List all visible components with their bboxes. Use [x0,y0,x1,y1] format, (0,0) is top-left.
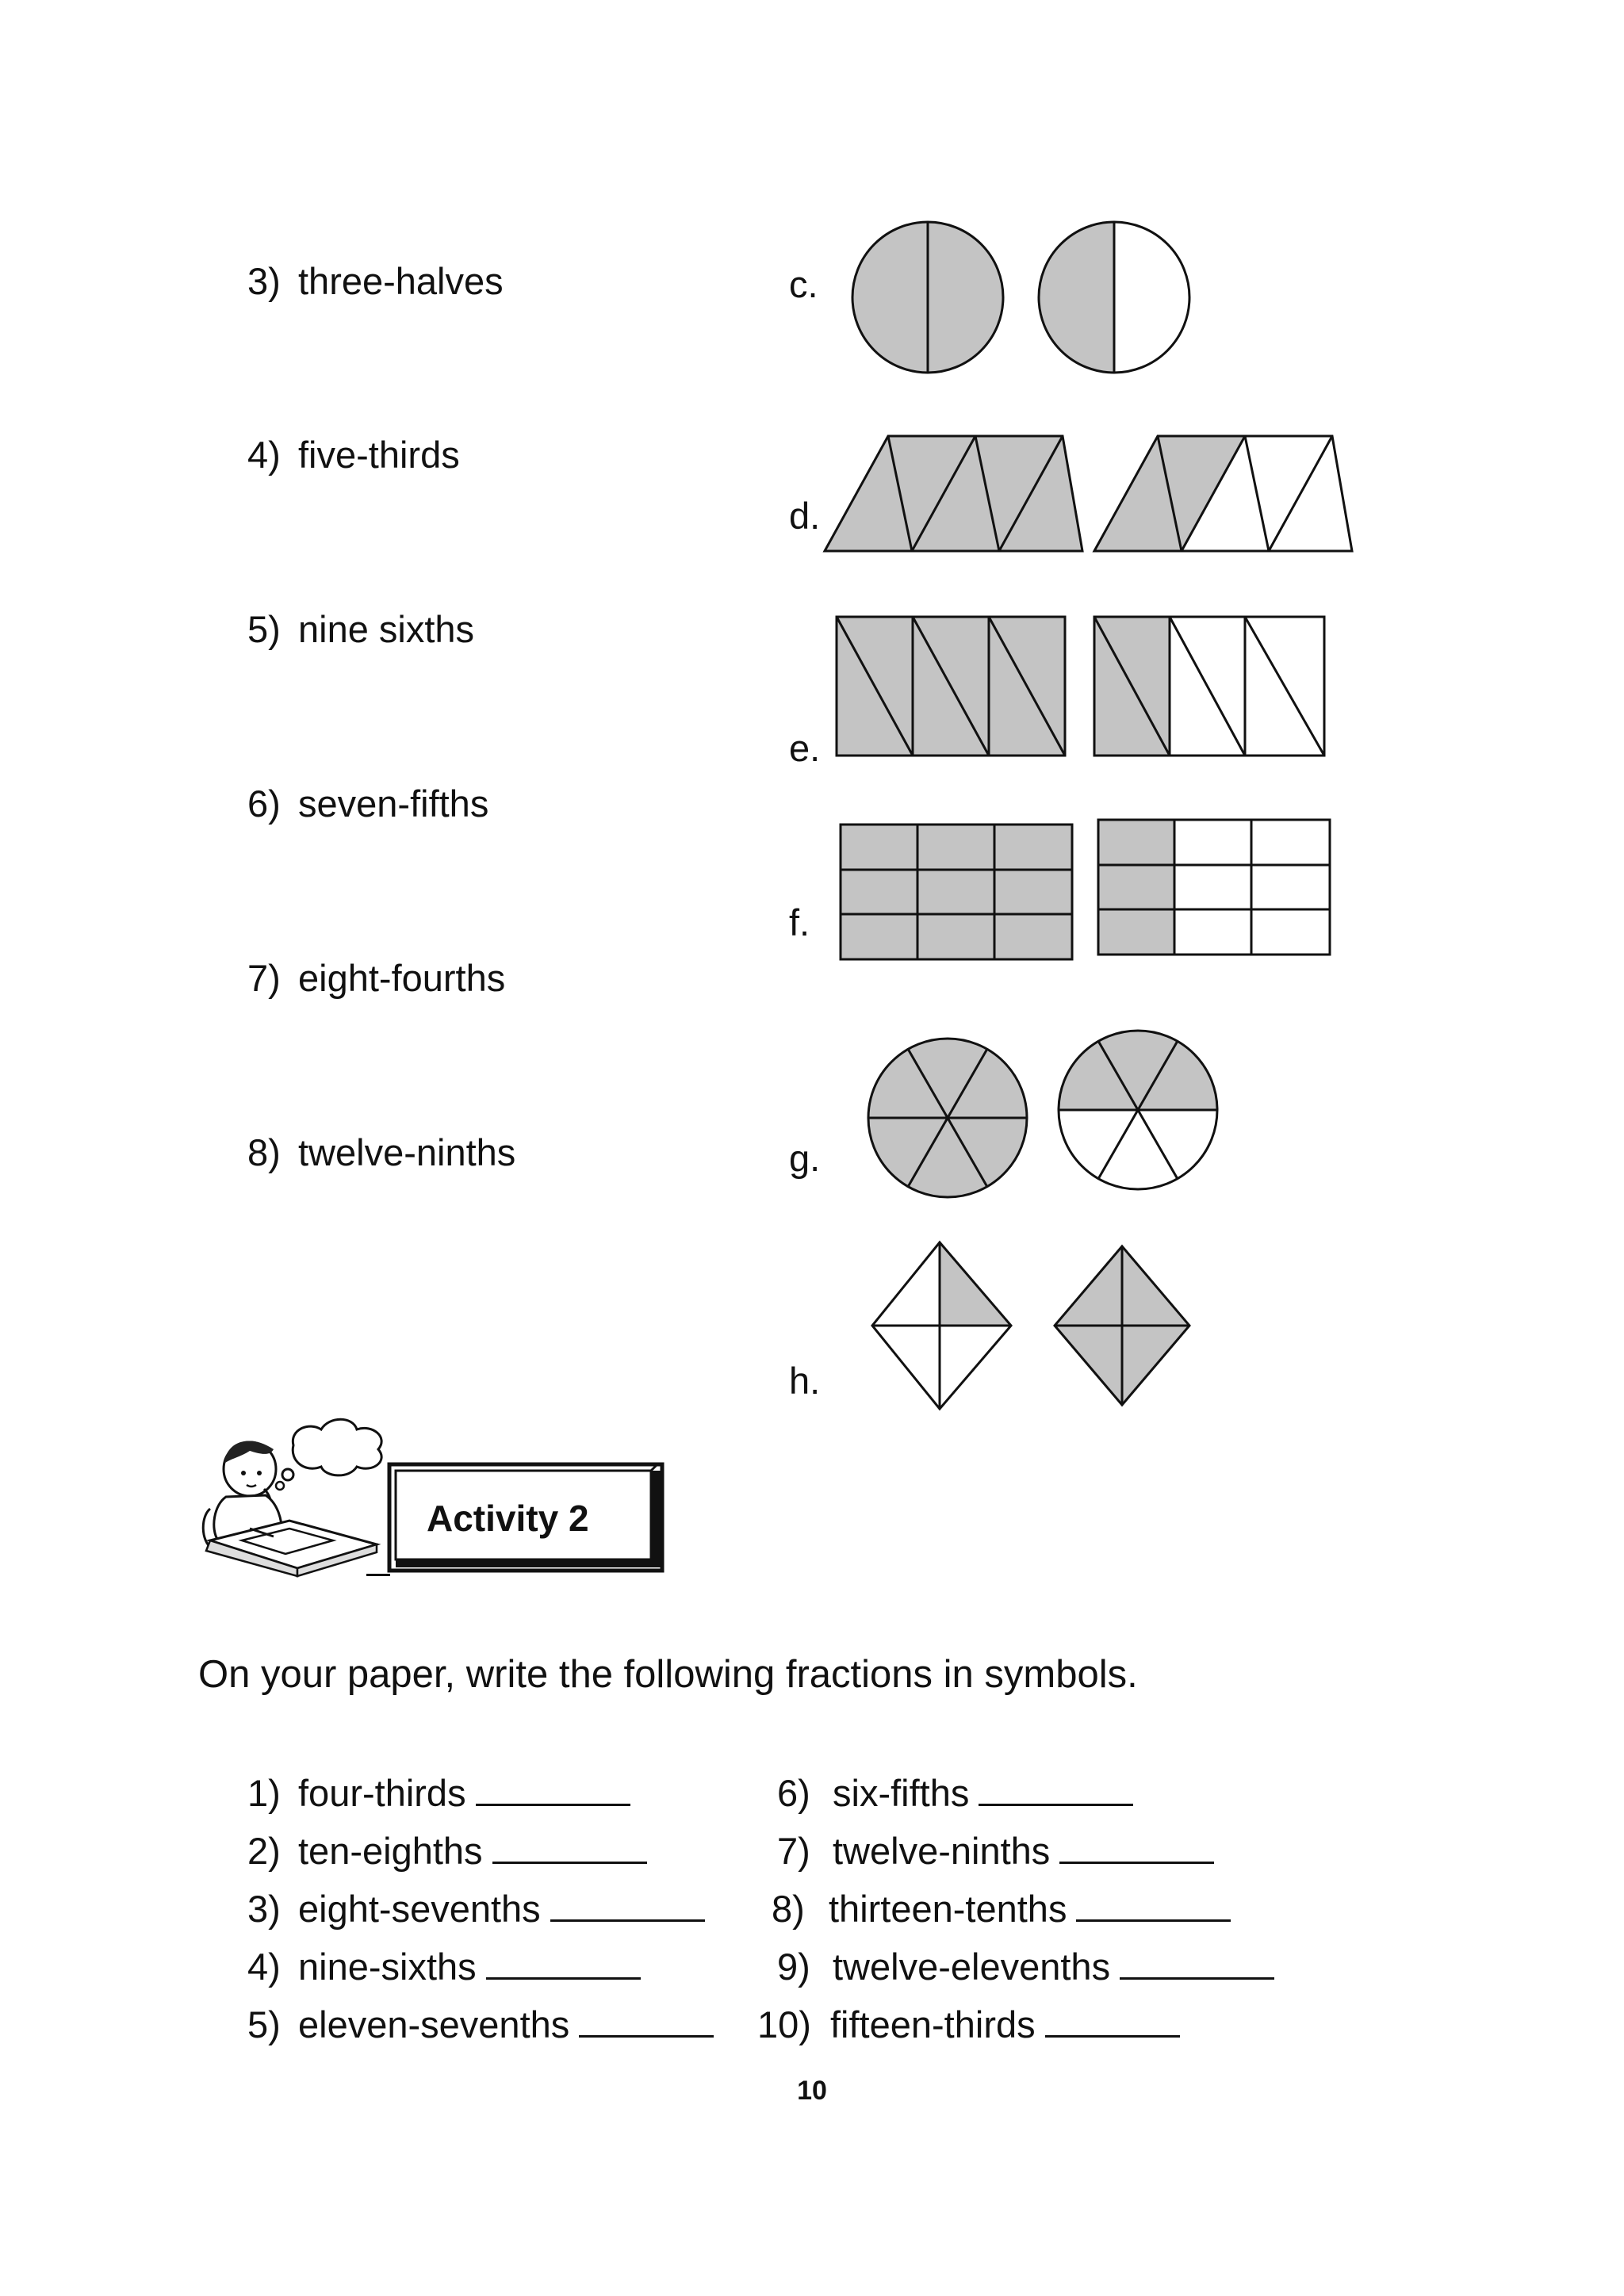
activity-instruction: On your paper, write the following fractions in symbols. [198,1653,1138,1696]
matching-item-3: 3) three-halves [247,260,504,302]
answer-blank [1059,1830,1214,1864]
exercise-10: 10) fifteen-thirds [757,2003,1180,2043]
figure-letter-e: e. [789,727,821,769]
exercise-7: 7) twelve-ninths [777,1830,1214,1869]
matching-item-7: 7) eight-fourths [247,957,506,999]
answer-blank [550,1888,705,1922]
answer-blank [1045,2003,1180,2038]
answer-blank [486,1946,641,1980]
exercise-2: 2) ten-eighths [247,1830,647,1869]
activity-underline [366,1574,390,1576]
answer-blank [1076,1888,1231,1922]
activity-title: Activity 2 [427,1498,589,1539]
matching-item-4: 4) five-thirds [247,434,460,476]
exercise-8: 8) thirteen-tenths [772,1888,1231,1927]
matching-item-6: 6) seven-fifths [247,783,489,825]
exercise-9: 9) twelve-elevenths [777,1946,1274,1985]
answer-blank [979,1772,1133,1806]
figure-g-sixths [864,1031,1229,1197]
figure-h-diamonds [868,1238,1233,1417]
figure-letter-g: g. [789,1137,821,1179]
figure-e-rectangles [833,613,1332,760]
exercise-3: 3) eight-sevenths [247,1888,705,1927]
exercise-1: 1) four-thirds [247,1772,630,1812]
figure-letter-d: d. [789,495,821,537]
exercise-5: 5) eleven-sevenths [247,2003,714,2043]
page-number: 10 [797,2076,827,2106]
figure-letter-f: f. [789,901,810,943]
answer-blank [476,1772,630,1806]
answer-blank [492,1830,647,1864]
figure-letter-c: c. [789,263,818,305]
figure-c-halves [841,218,1205,377]
figure-f-grids [837,818,1336,965]
matching-item-5: 5) nine sixths [247,608,475,650]
answer-blank [1120,1946,1274,1980]
exercise-6: 6) six-fifths [777,1772,1133,1812]
matching-item-8: 8) twelve-ninths [247,1131,516,1173]
child-thinking-illustration [194,1410,400,1584]
figure-letter-h: h. [789,1360,821,1402]
figure-d-trapezoids [821,432,1360,559]
exercise-4: 4) nine-sixths [247,1946,641,1985]
answer-blank [579,2003,714,2038]
